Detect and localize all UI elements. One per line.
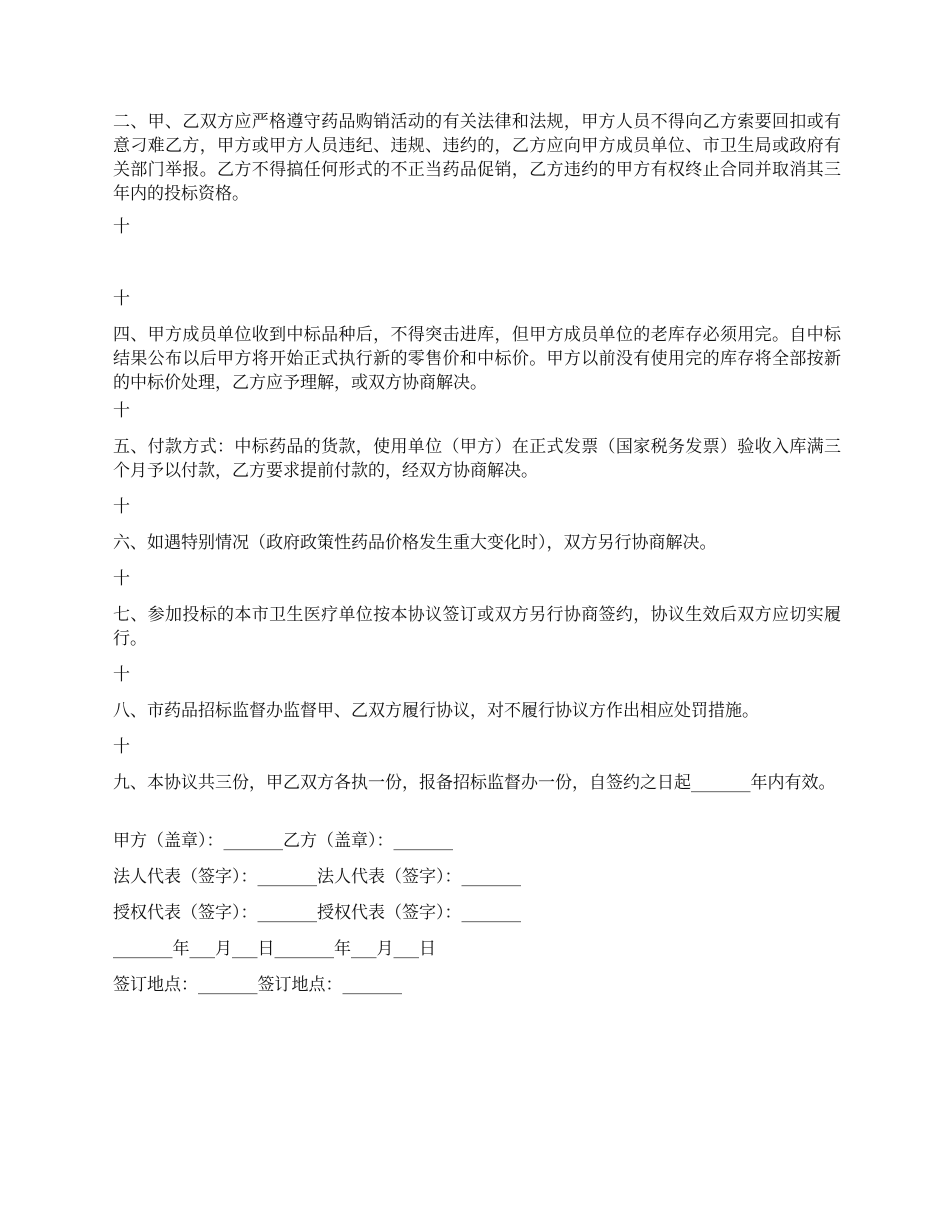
separator-7: 十	[113, 737, 130, 757]
signature-date-line: _______年___月___日_______年___月___日	[113, 939, 436, 959]
clause-6: 六、如遇特别情况（政府政策性药品价格发生重大变化时），双方另行协商解决。	[113, 533, 717, 553]
separator-5: 十	[113, 569, 130, 589]
clause-9: 九、本协议共三份，甲乙双方各执一份，报备招标监督办一份，自签约之日起_______年内有效。	[113, 773, 836, 793]
separator-2: 十	[113, 289, 130, 309]
signing-place-line: 签订地点：_______签订地点：_______	[113, 975, 402, 995]
clause-8: 八、市药品招标监督办监督甲、乙双方履行协议，对不履行协议方作出相应处罚措施。	[113, 701, 759, 721]
separator-1: 十	[113, 217, 130, 237]
clause-5: 五、付款方式：中标药品的货款，使用单位（甲方）在正式发票（国家税务发票）验收入库满三个月予以付款，乙方要求提前付款的，经双方协商解决。	[113, 437, 841, 481]
signature-seal-line: 甲方（盖章）：_______乙方（盖章）：_______	[113, 831, 453, 851]
separator-3: 十	[113, 401, 130, 421]
clause-2: 二、甲、乙双方应严格遵守药品购销活动的有关法律和法规，甲方人员不得向乙方索要回扣或有意刁难乙方，甲方或甲方人员违纪、违规、违约的，乙方应向甲方成员单位、市卫生局或政府有关部门举报。乙方不得搞任何形式的不正当药品促销，乙方违约的甲方有权终止合同并取消其三年内的投标资格。	[113, 112, 841, 204]
clause-4: 四、甲方成员单位收到中标品种后，不得突击进库，但甲方成员单位的老库存必须用完。自中标结果公布以后甲方将开始正式执行新的零售价和中标价。甲方以前没有使用完的库存将全部按新的中标价处理，乙方应予理解，或双方协商解决。	[113, 325, 841, 393]
clause-7: 七、参加投标的本市卫生医疗单位按本协议签订或双方另行协商签约，协议生效后双方应切实履行。	[113, 605, 841, 649]
separator-4: 十	[113, 497, 130, 517]
signature-authorized-representative-line: 授权代表（签字）：_______授权代表（签字）：_______	[113, 903, 521, 923]
signature-legal-representative-line: 法人代表（签字）：_______法人代表（签字）：_______	[113, 867, 521, 887]
separator-6: 十	[113, 665, 130, 685]
